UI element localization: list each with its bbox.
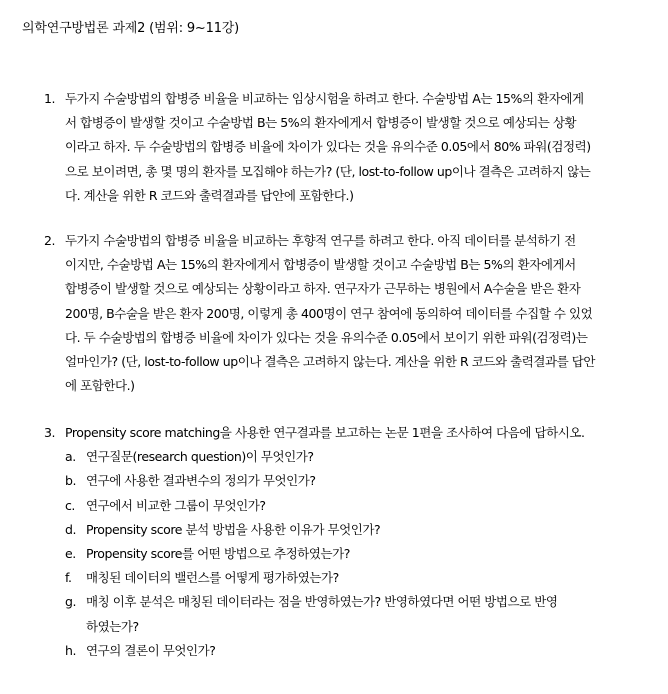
sub-question-c bbox=[44, 494, 644, 518]
question-line: 다. 두 수술방법의 합병증 비율에 차이가 있다는 것을 유의수준 0.05에서 보이기 위한 파워(검정력)는 bbox=[65, 329, 588, 345]
sub-question-text: 연구에서 비교한 그룹이 무엇인가? bbox=[86, 497, 266, 513]
sub-question-letter: b. bbox=[65, 473, 77, 489]
question-number: 3. bbox=[44, 425, 56, 440]
sub-question-d bbox=[44, 518, 644, 542]
document-title: 의학연구방법론 과제2 (범위: 9~11강) bbox=[22, 21, 239, 36]
question-line: 얼마인가? (단, lost-to-follow up이나 결측은 고려하지 않는다. 계산을 위한 R 코드와 출력결과를 답안 bbox=[65, 354, 596, 370]
sub-question-letter: a. bbox=[65, 449, 76, 465]
question-line: 으로 보이려면, 총 몇 명의 환자를 모집해야 하는가? (단, lost-to-follow up이나 결측은 고려하지 않는 bbox=[65, 163, 591, 179]
sub-question-text: Propensity score 분석 방법을 사용한 이유가 무엇인가? bbox=[86, 521, 381, 537]
question-line: 다. 계산을 위한 R 코드와 출력결과를 답안에 포함한다.) bbox=[65, 187, 354, 203]
question-text bbox=[65, 229, 644, 398]
question-line: 합병증이 발생할 것으로 예상되는 상황이라고 하자. 연구자가 근무하는 병원에서 A수술을 받은 환자 bbox=[65, 281, 581, 297]
question-line: 두가지 수술방법의 합병증 비율을 비교하는 후향적 연구를 하려고 한다. 아직 데이터를 분석하기 전 bbox=[65, 233, 576, 248]
sub-question-letter: f. bbox=[65, 570, 72, 586]
sub-question-letter: h. bbox=[65, 642, 76, 658]
question-2 bbox=[44, 229, 644, 398]
question-1 bbox=[44, 87, 644, 208]
sub-question-text: 연구에 사용한 결과변수의 정의가 무엇인가? bbox=[86, 473, 316, 489]
question-3 bbox=[44, 421, 644, 663]
sub-question-text: 연구질문(research question)이 무엇인가? bbox=[86, 449, 314, 465]
question-line: 200명, B수술을 받은 환자 200명, 이렇게 총 400명이 연구 참여에 동의하여 데이터를 수집할 수 있었 bbox=[65, 305, 593, 321]
sub-question-b bbox=[44, 469, 644, 493]
question-line: 서 합병증이 발생할 것이고 수술방법 B는 5%의 환자에게서 합병증이 발생할 것으로 예상되는 상황 bbox=[65, 115, 577, 131]
sub-question-g bbox=[44, 590, 644, 638]
question-line: 두가지 수술방법의 합병증 비율을 비교하는 임상시험을 하려고 한다. 수술방법 A는 15%의 환자에게 bbox=[65, 91, 584, 106]
question-line: 이지만, 수술방법 A는 15%의 환자에게서 합병증이 발생할 것이고 수술방법 B는 5%의 환자에게서 bbox=[65, 257, 576, 273]
sub-question-f bbox=[44, 566, 644, 590]
sub-question-list bbox=[44, 445, 644, 663]
question-line: 이라고 하자. 두 수술방법의 합병증 비율에 차이가 있다는 것을 유의수준 0.05에서 80% 파워(검정력) bbox=[65, 139, 591, 155]
sub-question-letter: e. bbox=[65, 546, 76, 562]
sub-question-e bbox=[44, 542, 644, 566]
sub-question-text: 매칭 이후 분석은 매칭된 데이터라는 점을 반영하였는가? 반영하였다면 어떤 방법으로 반영 bbox=[86, 594, 558, 610]
question-text bbox=[65, 421, 644, 445]
sub-question-letter: d. bbox=[65, 521, 77, 537]
sub-question-text: 매칭된 데이터의 밸런스를 어떻게 평가하였는가? bbox=[86, 570, 339, 586]
question-number: 2. bbox=[44, 233, 56, 248]
sub-question-text: Propensity score를 어떤 방법으로 추정하였는가? bbox=[86, 546, 350, 562]
question-line: Propensity score matching을 사용한 연구결과를 보고하는 논문 1편을 조사하여 다음에 답하시오. bbox=[65, 425, 585, 440]
sub-question-h bbox=[44, 639, 644, 663]
sub-question-text: 연구의 결론이 무엇인가? bbox=[86, 642, 216, 658]
sub-question-letter: g. bbox=[65, 594, 77, 610]
question-text bbox=[65, 87, 644, 208]
sub-question-letter: c. bbox=[65, 497, 75, 513]
sub-question-a bbox=[44, 445, 644, 469]
question-number: 1. bbox=[44, 91, 56, 106]
question-line: 에 포함한다.) bbox=[65, 378, 135, 394]
sub-question-text: 하였는가? bbox=[86, 618, 139, 634]
